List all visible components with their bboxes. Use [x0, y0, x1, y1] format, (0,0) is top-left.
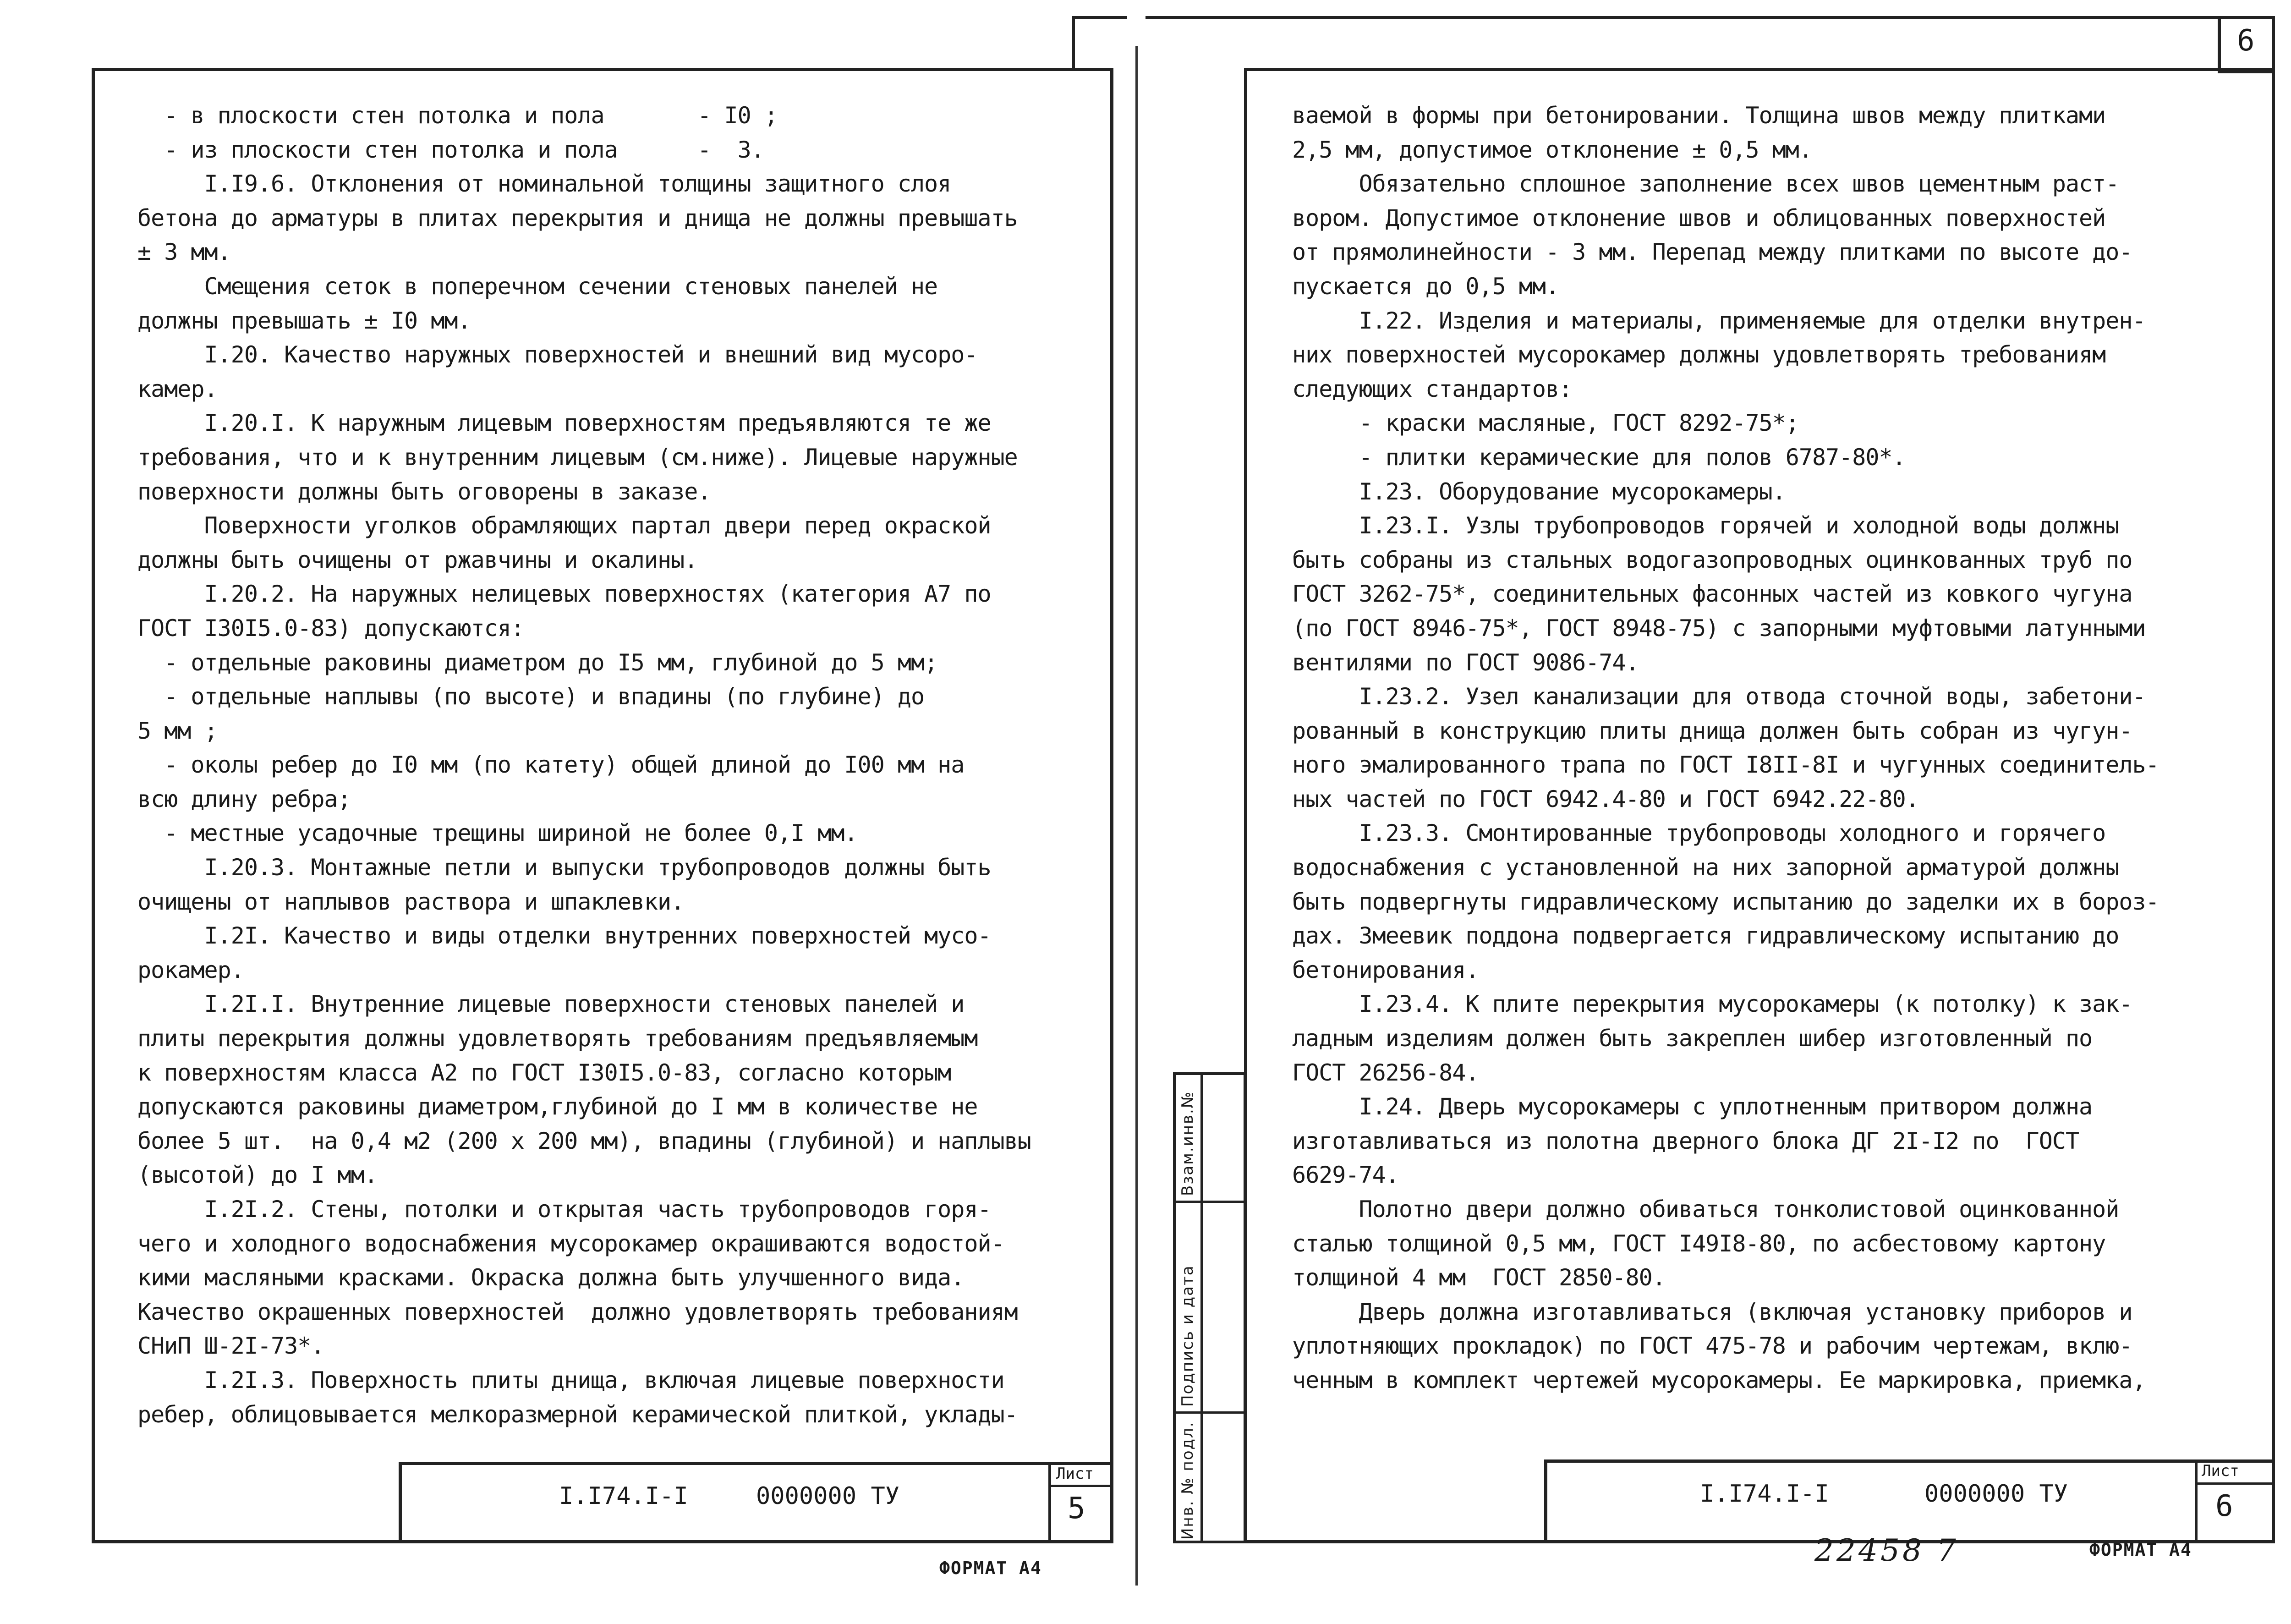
page-fold-line: [1135, 46, 1138, 1586]
right-top-line: [1146, 16, 2273, 19]
text-line: I.23. Оборудование мусорокамеры.: [1292, 478, 1786, 505]
left-page-body: [137, 99, 1031, 1432]
text-line: ГОСТ 26256-84.: [1292, 1059, 1479, 1086]
text-line: I.20.2. На наружных нелицевых поверхностях (категория А7 по: [137, 581, 991, 608]
text-line: - из плоскости стен потолка и пола - 3.: [137, 136, 764, 163]
text-line: ГОСТ I30I5.0-83) допускаются:: [137, 614, 524, 642]
text-line: ченным в комплект чертежей мусорокамеры. Ее маркировка, приемка,: [1292, 1366, 2146, 1394]
text-line: изготавливаться из полотна дверного блока ДГ 2I-I2 по ГОСТ: [1292, 1127, 2079, 1154]
left-stamp-code: I.I74.I-I: [559, 1482, 688, 1510]
right-sidebar-label-signature-date: Подпись и дата: [1178, 1265, 1197, 1407]
text-line: всю длину ребра;: [137, 785, 351, 812]
right-stamp-divider: [2195, 1459, 2198, 1543]
right-title-block: [1544, 1459, 2275, 1543]
left-stamp-divider-h: [1048, 1485, 1113, 1487]
text-line: камер.: [137, 375, 218, 402]
text-line: I.23.4. К плите перекрытия мусорокамеры (к потолку) к зак-: [1292, 991, 2132, 1018]
handwritten-number: 22458 7: [1814, 1533, 1959, 1568]
text-line: I.20. Качество наружных поверхностей и внешний вид мусоро-: [137, 341, 978, 368]
text-line: I.I9.6. Отклонения от номинальной толщины защитного слоя: [137, 170, 951, 198]
text-line: 6629-74.: [1292, 1162, 1399, 1189]
text-line: должны быть очищены от ржавчины и окалины.: [137, 546, 698, 573]
text-line: - околы ребер до I0 мм (по катету) общей длиной до I00 мм на: [137, 752, 965, 779]
right-stamp-list-label: Лист: [2202, 1462, 2239, 1480]
text-line: - отдельные наплывы (по высоте) и впадины (по глубине) до: [137, 683, 925, 710]
text-line: рованный в конструкцию плиты днища должен быть собран из чугун-: [1292, 717, 2132, 744]
text-line: ладным изделиям должен быть закреплен шибер изготовленный по: [1292, 1025, 2093, 1052]
right-sidebar-divider-1: [1173, 1201, 1246, 1203]
text-line: Поверхности уголков обрамляющих партал двери перед окраской: [137, 512, 991, 539]
text-line: вором. Допустимое отклонение швов и облицованных поверхностей: [1292, 204, 2106, 231]
text-line: ГОСТ 3262-75*, соединительных фасонных частей из ковкого чугуна: [1292, 581, 2132, 608]
text-line: - краски масляные, ГОСТ 8292-75*;: [1292, 410, 1799, 437]
text-line: ного эмалированного трапа по ГОСТ I8II-8I и чугунных соединитель-: [1292, 752, 2159, 779]
text-line: (по ГОСТ 8946-75*, ГОСТ 8948-75) с запорными муфтовыми латунными: [1292, 614, 2146, 642]
text-line: быть подвергнуты гидравлическому испытанию до заделки их в бороз-: [1292, 888, 2159, 915]
left-stamp-sheet-number: 5: [1068, 1492, 1085, 1525]
text-line: следующих стандартов:: [1292, 375, 1573, 402]
text-line: кими масляными красками. Окраска должна быть улучшенного вида.: [137, 1264, 965, 1291]
text-line: I.22. Изделия и материалы, применяемые для отделки внутрен-: [1292, 307, 2146, 334]
left-top-line: [1072, 16, 1127, 19]
text-line: от прямолинейности - 3 мм. Перепад между плитками по высоте до-: [1292, 239, 2132, 266]
text-line: I.23.I. Узлы трубопроводов горячей и холодной воды должны: [1292, 512, 2119, 539]
right-stamp-sheet-number: 6: [2215, 1489, 2233, 1523]
text-line: I.23.3. Смонтированные трубопроводы холодного и горячего: [1292, 820, 2106, 847]
right-format-label: ФОРМАТ А4: [2089, 1540, 2192, 1560]
text-line: очищены от наплывов раствора и шпаклевки.: [137, 888, 685, 915]
text-line: пускается до 0,5 мм.: [1292, 273, 1559, 300]
text-line: ± 3 мм.: [137, 239, 231, 266]
right-sidebar-label-vzam-inv: Взам.инв.№: [1178, 1091, 1197, 1196]
text-line: Обязательно сплошное заполнение всех швов цементным раст-: [1292, 170, 2119, 198]
text-line: ваемой в формы при бетонировании. Толщина швов между плитками: [1292, 102, 2106, 129]
text-line: Полотно двери должно обиваться тонколистовой оцинкованной: [1292, 1196, 2119, 1223]
text-line: I.20.3. Монтажные петли и выпуски трубопроводов должны быть: [137, 854, 991, 881]
text-line: ребер, облицовывается мелкоразмерной керамической плиткой, уклады-: [137, 1401, 1018, 1428]
text-line: I.2I.2. Стены, потолки и открытая часть трубопроводов горя-: [137, 1196, 991, 1223]
right-stamp-doc: 0000000 ТУ: [1924, 1480, 2068, 1508]
left-format-label: ФОРМАТ А4: [939, 1558, 1042, 1578]
text-line: I.23.2. Узел канализации для отвода сточной воды, забетони-: [1292, 683, 2146, 710]
text-line: вентилями по ГОСТ 9086-74.: [1292, 649, 1639, 676]
text-line: чего и холодного водоснабжения мусорокамер окрашиваются водостой-: [137, 1230, 1004, 1257]
text-line: уплотняющих прокладок) по ГОСТ 475-78 и рабочим чертежам, вклю-: [1292, 1333, 2132, 1360]
left-stamp-list-label: Лист: [1056, 1465, 1094, 1483]
right-top-sheet-number: 6: [2237, 24, 2255, 58]
text-line: должны превышать ± I0 мм.: [137, 307, 471, 334]
text-line: ных частей по ГОСТ 6942.4-80 и ГОСТ 6942.22-80.: [1292, 785, 1919, 812]
text-line: - в плоскости стен потолка и пола - I0 ;: [137, 102, 778, 129]
text-line: быть собраны из стальных водогазопроводных оцинкованных труб по: [1292, 546, 2132, 573]
text-line: 2,5 мм, допустимое отклонение ± 0,5 мм.: [1292, 136, 1812, 163]
right-page-body: [1292, 99, 2159, 1398]
text-line: I.20.I. К наружным лицевым поверхностям предъявляются те же: [137, 410, 991, 437]
text-line: допускаются раковины диаметром,глубиной до I мм в количестве не: [137, 1093, 978, 1120]
text-line: бетона до арматуры в плитах перекрытия и днища не должны превышать: [137, 204, 1018, 231]
text-line: рокамер.: [137, 956, 244, 983]
right-stamp-code: I.I74.I-I: [1700, 1480, 1829, 1508]
text-line: I.24. Дверь мусорокамеры с уплотненным притвором должна: [1292, 1093, 2093, 1120]
text-line: (высотой) до I мм.: [137, 1162, 378, 1189]
text-line: - плитки керамические для полов 6787-80*.: [1292, 444, 1906, 471]
text-line: Дверь должна изготавливаться (включая установку приборов и: [1292, 1298, 2132, 1325]
text-line: I.2I.3. Поверхность плиты днища, включая лицевые поверхности: [137, 1366, 1004, 1394]
right-sidebar-inner-line: [1200, 1072, 1203, 1543]
text-line: - отдельные раковины диаметром до I5 мм, глубиной до 5 мм;: [137, 649, 938, 676]
text-line: водоснабжения с установленной на них запорной арматурой должны: [1292, 854, 2119, 881]
right-sidebar-label-inv-podl: Инв. № подл.: [1178, 1421, 1197, 1540]
text-line: 5 мм ;: [137, 717, 218, 744]
text-line: них поверхностей мусорокамер должны удовлетворять требованиям: [1292, 341, 2106, 368]
text-line: СНиП Ш-2I-73*.: [137, 1333, 324, 1360]
text-line: плиты перекрытия должны удовлетворять требованиям предъявляемым: [137, 1025, 978, 1052]
text-line: более 5 шт. на 0,4 м2 (200 х 200 мм), впадины (глубиной) и наплывы: [137, 1127, 1031, 1154]
text-line: требования, что и к внутренним лицевым (см.ниже). Лицевые наружные: [137, 444, 1018, 471]
text-line: сталью толщиной 0,5 мм, ГОСТ I49I8-80, по асбестовому картону: [1292, 1230, 2106, 1257]
left-stamp-divider: [1048, 1462, 1051, 1543]
text-line: I.2I. Качество и виды отделки внутренних поверхностей мусо-: [137, 922, 991, 949]
right-sidebar-divider-2: [1173, 1411, 1246, 1414]
text-line: бетонирования.: [1292, 956, 1479, 983]
left-top-tab: [1072, 16, 1075, 71]
text-line: - местные усадочные трещины шириной не более 0,I мм.: [137, 820, 858, 847]
text-line: I.2I.I. Внутренние лицевые поверхности стеновых панелей и: [137, 991, 965, 1018]
text-line: Качество окрашенных поверхностей должно удовлетворять требованиям: [137, 1298, 1018, 1325]
text-line: дах. Змеевик поддона подвергается гидравлическому испытанию до: [1292, 922, 2119, 949]
text-line: Смещения сеток в поперечном сечении стеновых панелей не: [137, 273, 938, 300]
text-line: толщиной 4 мм ГОСТ 2850-80.: [1292, 1264, 1666, 1291]
right-stamp-divider-h: [2195, 1482, 2275, 1485]
left-stamp-doc: 0000000 ТУ: [756, 1482, 900, 1510]
text-line: к поверхностям класса А2 по ГОСТ I30I5.0-83, согласно которым: [137, 1059, 951, 1086]
text-line: поверхности должны быть оговорены в заказе.: [137, 478, 711, 505]
